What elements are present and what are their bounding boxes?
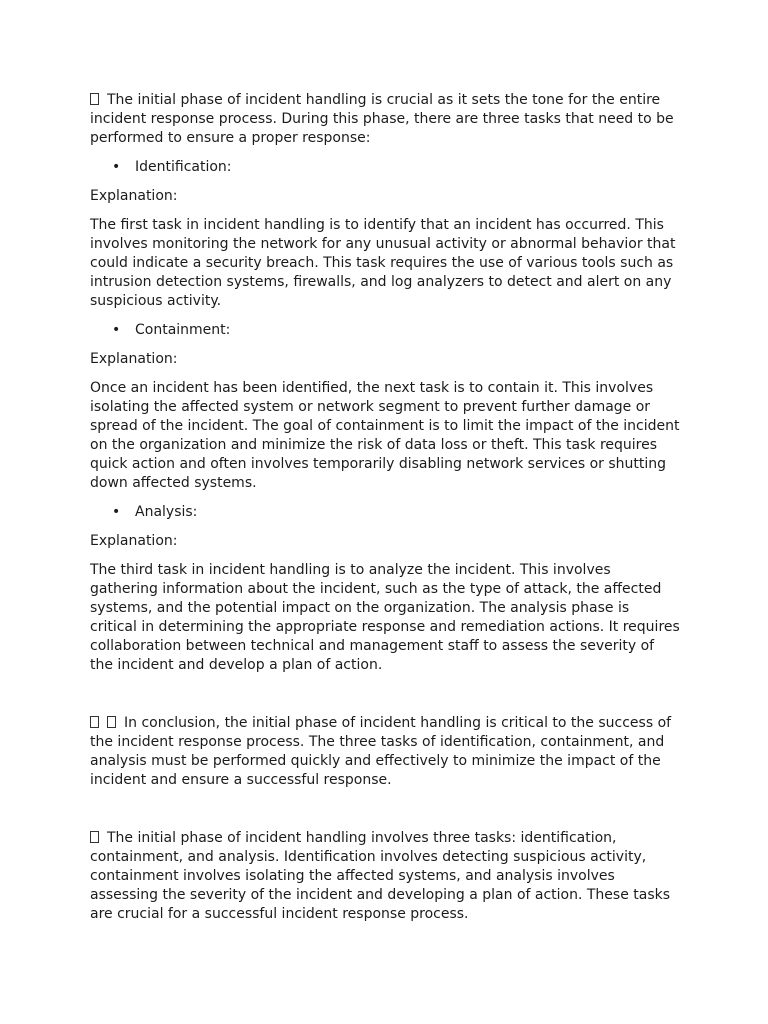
conclusion-paragraph <box>90 714 680 790</box>
bullet-list-containment <box>90 321 680 340</box>
spacer <box>90 800 680 829</box>
missing-glyph-icon <box>90 716 99 728</box>
section-heading-identification: Identification: <box>135 159 232 175</box>
section-heading-containment: Containment: <box>135 322 231 338</box>
document-page <box>90 91 680 934</box>
section-body-analysis: The third task in incident handling is to analyze the incident. This involves gathering information about the incident, such as the type of attack, the affected systems, and the potential impact on the organization. The analysis phase is critical in determining the appropriate response and remediation actions. It requires collaboration between technical and management staff to assess the severity of the incident and develop a plan of action. <box>90 562 680 673</box>
spacer <box>90 685 680 714</box>
explanation-label: Explanation: <box>90 533 178 549</box>
bullet-dot-icon: • <box>112 159 121 175</box>
summary-paragraph <box>90 829 680 924</box>
explanation-label: Explanation: <box>90 351 178 367</box>
intro-paragraph <box>90 91 680 148</box>
bullet-list-identification <box>90 158 680 177</box>
section-body-identification: The first task in incident handling is to identify that an incident has occurred. This involves monitoring the network for any unusual activity or abnormal behavior that could indicate a security breach. This task requires the use of various tools such as intrusion detection systems, firewalls, and log analyzers to detect and alert on any suspicious activity. <box>90 217 676 309</box>
missing-glyph-icon <box>90 831 99 843</box>
missing-glyph-icon <box>90 93 99 105</box>
conclusion-text: In conclusion, the initial phase of incident handling is critical to the success of the incident response process. The three tasks of identification, containment, and analysis must be performed quickly and effectively to minimize the impact of the incident and ensure a successful response. <box>90 715 672 788</box>
list-item <box>90 503 680 522</box>
bullet-list-analysis <box>90 503 680 522</box>
list-item <box>90 321 680 340</box>
bullet-dot-icon: • <box>112 504 121 520</box>
explanation-label: Explanation: <box>90 188 178 204</box>
intro-text: The initial phase of incident handling is crucial as it sets the tone for the entire incident response process. During this phase, there are three tasks that need to be performed to ensure a proper response: <box>90 92 674 146</box>
list-item <box>90 158 680 177</box>
missing-glyph-icon <box>107 716 116 728</box>
section-heading-analysis: Analysis: <box>135 504 198 520</box>
bullet-dot-icon: • <box>112 322 121 338</box>
section-body-containment: Once an incident has been identified, the next task is to contain it. This involves isolating the affected system or network segment to prevent further damage or spread of the incident. The goal of containment is to limit the impact of the incident on the organization and minimize the risk of data loss or theft. This task requires quick action and often involves temporarily disabling network services or shutting down affected systems. <box>90 380 680 491</box>
summary-text: The initial phase of incident handling involves three tasks: identification, containment, and analysis. Identification involves detecting suspicious activity, containment involves isolating the affected systems, and analysis involves assessing the severity of the incident and developing a plan of action. These tasks are crucial for a successful incident response process. <box>90 830 671 922</box>
